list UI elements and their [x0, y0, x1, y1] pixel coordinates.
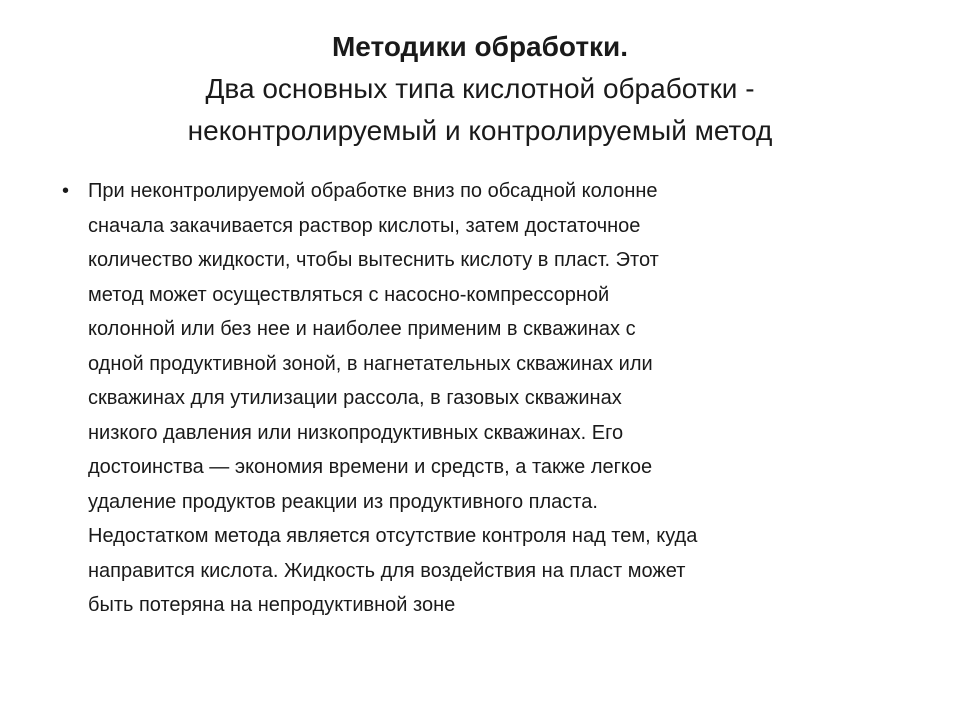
- body-line: количество жидкости, чтобы вытеснить кислоту в пласт. Этот: [88, 249, 659, 271]
- body-line: низкого давления или низкопродуктивных скважинах. Его: [88, 421, 624, 444]
- body-line: скважинах для утилизации рассола, в газовых скважинах: [88, 387, 622, 409]
- body-line: одной продуктивной зоной, в нагнетательных скважинах или: [88, 352, 653, 375]
- slide-title: [60, 26, 900, 152]
- bullet-list: [62, 174, 916, 623]
- title-line-1: Методики обработки.: [331, 31, 629, 62]
- body-line: При неконтролируемой обработке вниз по обсадной колонне: [88, 180, 658, 202]
- bullet-icon: •: [62, 180, 70, 202]
- body-line: достоинства — экономия времени и средств, а также легкое: [88, 456, 653, 478]
- title-line-2: Два основных типа кислотной обработки -: [205, 73, 755, 104]
- bullet-item: [62, 174, 916, 623]
- title-line-3: неконтролируемый и контролируемый метод: [187, 115, 773, 146]
- body-line: Недостатком метода является отсутствие контроля над тем, куда: [88, 525, 698, 547]
- body-line: быть потеряна на непродуктивной зоне: [88, 594, 456, 616]
- body-line: направится кислота. Жидкость для воздействия на пласт может: [88, 559, 686, 582]
- body-line: сначала закачивается раствор кислоты, затем достаточное: [88, 214, 641, 237]
- body-line: колонной или без нее и наиболее применим в скважинах с: [88, 318, 636, 340]
- body-line: удаление продуктов реакции из продуктивного пласта.: [88, 490, 598, 513]
- body-line: метод может осуществляться с насосно-компрессорной: [88, 283, 610, 306]
